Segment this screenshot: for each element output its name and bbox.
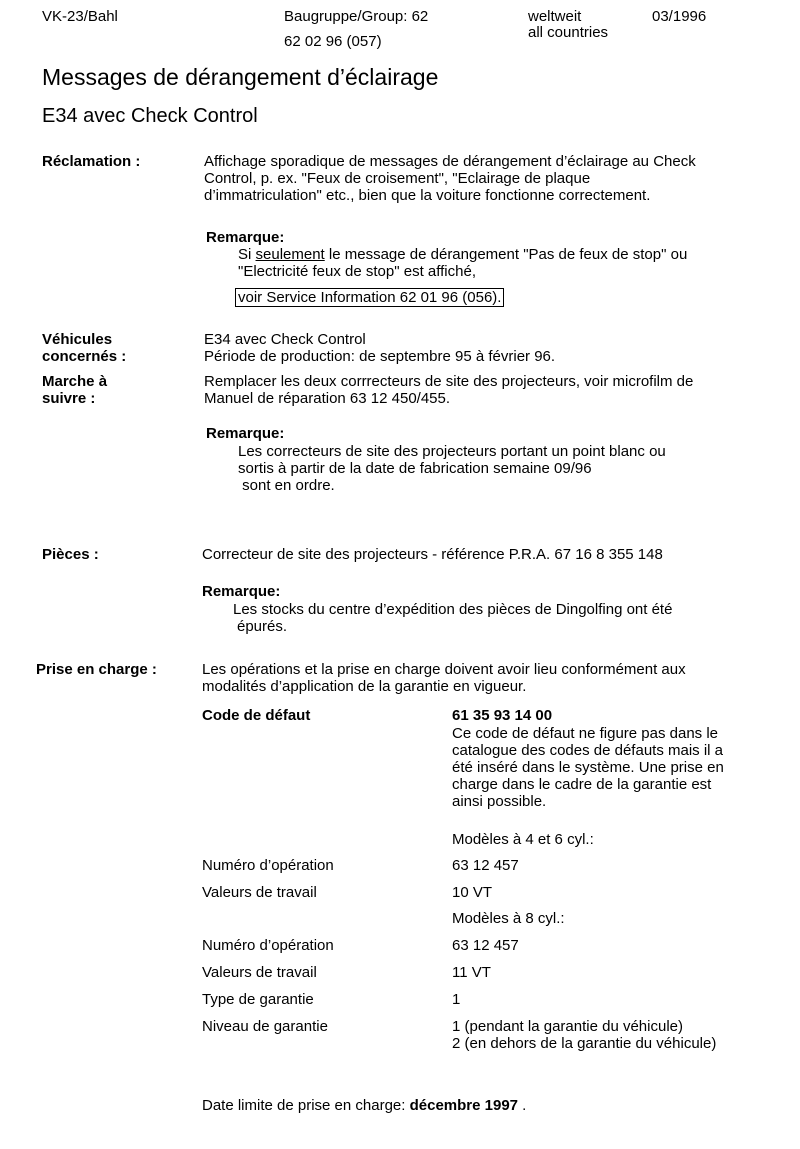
header-date: 03/1996 [652, 8, 707, 25]
parts-remark-text [233, 601, 672, 635]
op-number-label: Numéro d’opération [202, 937, 334, 954]
label-line: suivre : [42, 390, 96, 407]
text-line: ainsi possible. [452, 793, 547, 810]
parts-label: Pièces : [42, 546, 99, 563]
text-line: catalogue des codes de défauts mais il a [452, 742, 724, 759]
text-line: sont en ordre. [238, 477, 335, 494]
text-line: d’immatriculation" etc., bien que la voiture fonctionne correctement. [204, 187, 651, 204]
work-value: 10 VT [452, 884, 493, 901]
header-region-de: weltweit [528, 8, 582, 25]
header-region-en: all countries [528, 24, 609, 41]
warranty-type-label: Type de garantie [202, 991, 314, 1008]
text-line: modalités d’application de la garantie en vigueur. [202, 678, 527, 695]
text-line: 1 (pendant la garantie du véhicule) [452, 1018, 683, 1035]
remark-rest: le message de dérangement "Pas de feux de stop" ou [324, 246, 688, 263]
label-line: Marche à [42, 373, 108, 390]
vehicles-label [42, 331, 126, 365]
reclamation-label: Réclamation : [42, 153, 141, 170]
warranty-type-value: 1 [452, 991, 461, 1008]
page-subtitle: E34 avec Check Control [42, 105, 258, 127]
header-reference: VK-23/Bahl [42, 8, 118, 25]
text-line: 2 (en dehors de la garantie du véhicule) [452, 1035, 717, 1052]
reclamation-remark-title: Remarque: [206, 229, 285, 246]
op-number-value: 63 12 457 [452, 857, 519, 874]
fault-code-value: 61 35 93 14 00 [452, 707, 553, 724]
text-line: charge dans le cadre de la garantie est [452, 776, 712, 793]
text-line: Control, p. ex. "Feux de croisement", "Eclairage de plaque [204, 170, 591, 187]
warranty-level-label: Niveau de garantie [202, 1018, 328, 1035]
service-information-link[interactable]: voir Service Information 62 01 96 (056). [235, 288, 504, 307]
work-value-label: Valeurs de travail [202, 884, 317, 901]
text-line: sortis à partir de la date de fabrication semaine 09/96 [238, 460, 592, 477]
fault-code-note [452, 725, 724, 810]
deadline-line [202, 1097, 526, 1114]
work-value-label: Valeurs de travail [202, 964, 317, 981]
page-title: Messages de dérangement d’éclairage [42, 64, 439, 90]
work-value: 11 VT [452, 964, 491, 981]
text-line: E34 avec Check Control [204, 331, 366, 348]
text-line: Ce code de défaut ne figure pas dans le [452, 725, 719, 742]
warranty-level-values [452, 1018, 716, 1052]
procedure-remark-title: Remarque: [206, 425, 285, 442]
reclamation-remark-line2: "Electricité feux de stop" est affiché, [238, 263, 476, 280]
models-8-heading: Modèles à 8 cyl.: [452, 910, 565, 927]
text-line: Les stocks du centre d’expédition des pièces de Dingolfing ont été [233, 601, 673, 618]
header-doc-number: 62 02 96 (057) [284, 33, 382, 50]
deadline-suffix: . [518, 1097, 527, 1114]
reclamation-remark-line1 [238, 246, 687, 263]
label-line: Véhicules [42, 331, 113, 348]
warranty-label: Prise en charge : [36, 661, 157, 678]
text-line: Période de production: de septembre 95 à février 96. [204, 348, 556, 365]
remark-emphasis: seulement [255, 246, 325, 263]
deadline-date: décembre 1997 [409, 1097, 519, 1114]
procedure-remark-text [238, 443, 666, 494]
fault-code-label: Code de défaut [202, 707, 311, 724]
text-line: été inséré dans le système. Une prise en [452, 759, 724, 776]
label-line: concernés : [42, 348, 127, 365]
reclamation-text [204, 153, 696, 204]
text-line: Manuel de réparation 63 12 450/455. [204, 390, 451, 407]
text-line: épurés. [237, 618, 288, 635]
warranty-text [202, 661, 686, 695]
procedure-label [42, 373, 107, 407]
deadline-prefix: Date limite de prise en charge: [202, 1097, 410, 1114]
parts-text: Correcteur de site des projecteurs - référence P.R.A. 67 16 8 355 148 [202, 546, 663, 563]
vehicles-text [204, 331, 555, 365]
header-group: Baugruppe/Group: 62 [284, 8, 429, 25]
procedure-text [204, 373, 693, 407]
text-line: Remplacer les deux corrrecteurs de site des projecteurs, voir microfilm de [204, 373, 694, 390]
text-line: Les correcteurs de site des projecteurs portant un point blanc ou [238, 443, 666, 460]
op-number-value: 63 12 457 [452, 937, 519, 954]
text-line: Les opérations et la prise en charge doivent avoir lieu conformément aux [202, 661, 686, 678]
remark-prefix: Si [238, 246, 252, 263]
models-4-6-heading: Modèles à 4 et 6 cyl.: [452, 831, 594, 848]
op-number-label: Numéro d’opération [202, 857, 334, 874]
parts-remark-title: Remarque: [202, 583, 281, 600]
text-line: Affichage sporadique de messages de dérangement d’éclairage au Check [204, 153, 696, 170]
